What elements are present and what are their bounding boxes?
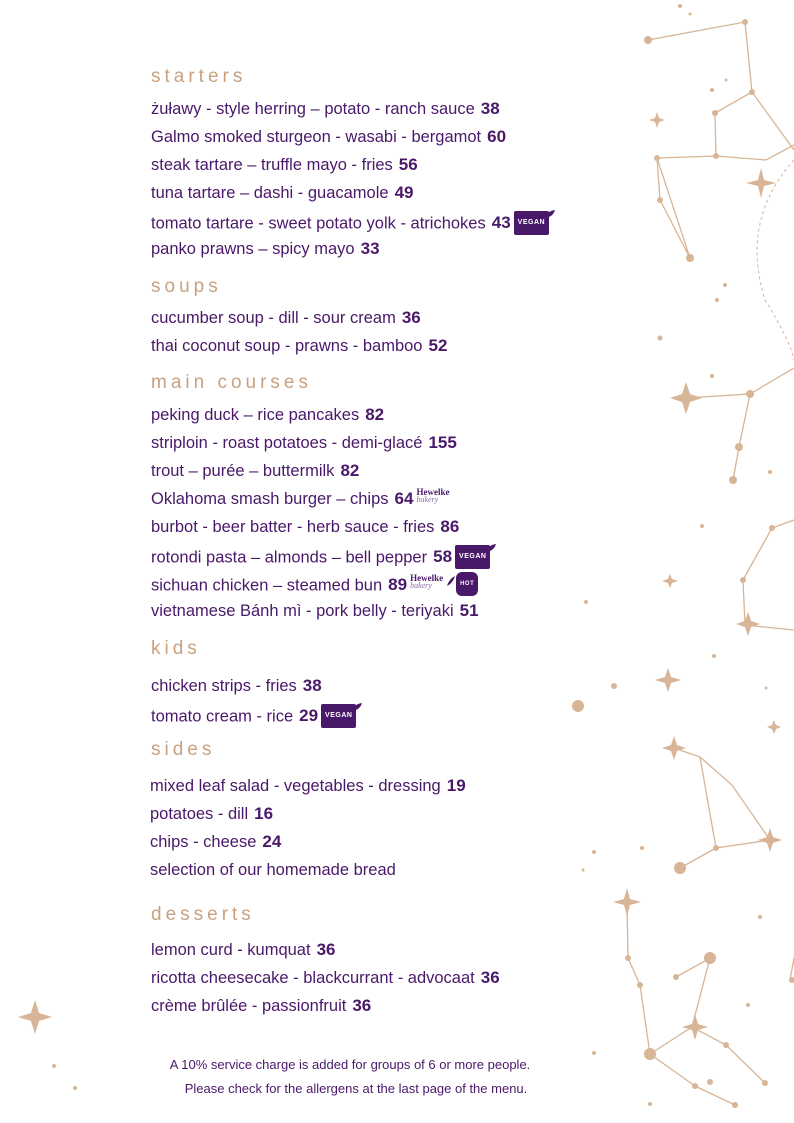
item-name: chicken strips - fries: [151, 677, 297, 695]
menu-item: [150, 776, 466, 796]
section-title-main-courses: main courses: [151, 372, 312, 393]
section-title-desserts: desserts: [151, 904, 255, 925]
menu-item: [150, 860, 396, 880]
item-price: 82: [365, 405, 385, 424]
item-price: 60: [487, 127, 507, 146]
item-name: Oklahoma smash burger – chips: [151, 490, 389, 508]
item-price: 58: [433, 547, 453, 567]
item-price: 64: [394, 489, 414, 508]
chili-icon: [446, 575, 456, 587]
menu-item: [151, 486, 450, 509]
menu-item: [151, 308, 421, 328]
item-price: 36: [352, 996, 372, 1015]
menu-item: [151, 239, 380, 259]
leaf-icon: [545, 210, 555, 218]
item-price: 38: [480, 99, 500, 118]
menu-item: [151, 545, 500, 571]
item-name: striploin - roast potatoes - demi-glacé: [151, 434, 423, 452]
item-price: 56: [398, 155, 418, 174]
menu-item: [150, 804, 273, 824]
section-title-starters: starters: [151, 66, 247, 87]
menu-item: [151, 99, 500, 119]
item-price: 86: [440, 517, 460, 536]
item-price: 49: [394, 183, 414, 202]
item-price: 16: [254, 804, 274, 823]
item-price: 29: [299, 706, 319, 726]
section-title-soups: soups: [151, 276, 222, 297]
menu-item: [151, 968, 500, 988]
item-price: 38: [302, 676, 322, 695]
menu-item: [151, 183, 413, 203]
menu-item: [151, 155, 418, 175]
item-price: 33: [360, 239, 380, 258]
item-name: potatoes - dill: [150, 805, 249, 823]
item-price: 51: [459, 601, 479, 620]
hot-badge: HOT: [446, 570, 478, 596]
leaf-icon: [486, 544, 496, 552]
item-price: 24: [262, 832, 282, 851]
section-title-kids: kids: [151, 638, 201, 659]
menu-item: [151, 940, 336, 960]
item-name: Galmo smoked sturgeon - wasabi - bergamot: [151, 128, 482, 146]
hewelke-bakery-logo: Hewelke bakery: [410, 573, 444, 590]
menu-item: [151, 405, 384, 425]
item-name: żuławy - style herring – potato - ranch sauce: [151, 100, 475, 118]
menu-item: [151, 127, 506, 147]
vegan-badge: VEGAN: [514, 211, 559, 237]
item-name: mixed leaf salad - vegetables - dressing: [150, 777, 441, 795]
item-price: 43: [491, 213, 511, 233]
hewelke-bakery-logo: Hewelke bakery: [416, 486, 450, 504]
item-name: crème brûlée - passionfruit: [151, 997, 347, 1015]
item-price: 89: [388, 575, 408, 595]
menu-item: [151, 517, 459, 537]
vegan-badge: VEGAN: [321, 704, 366, 730]
item-name: sichuan chicken – steamed bun: [151, 576, 383, 595]
item-name: burbot - beer batter - herb sauce - fries: [151, 518, 435, 536]
item-name: rotondi pasta – almonds – bell pepper: [151, 548, 428, 567]
item-name: cucumber soup - dill - sour cream: [151, 309, 396, 327]
item-price: 36: [480, 968, 500, 987]
item-name: lemon curd - kumquat: [151, 941, 311, 959]
item-name: vietnamese Bánh mì - pork belly - teriyaki: [151, 602, 454, 620]
menu-item: [151, 433, 457, 453]
item-price: 19: [446, 776, 466, 795]
item-name: trout – purée – buttermilk: [151, 462, 335, 480]
item-price: 82: [340, 461, 360, 480]
item-name: tuna tartare – dashi - guacamole: [151, 184, 389, 202]
menu-item: [151, 573, 478, 599]
leaf-icon: [352, 703, 362, 711]
item-price: 155: [428, 433, 457, 452]
item-price: 52: [428, 336, 448, 355]
item-name: peking duck – rice pancakes: [151, 406, 360, 424]
menu-item: [151, 461, 359, 481]
service-charge-note: A 10% service charge is added for groups of 6 or more people.: [169, 1057, 531, 1072]
menu-item: [151, 336, 447, 356]
menu-item: [150, 832, 281, 852]
menu-item: [151, 211, 559, 237]
allergens-note: Please check for the allergens at the last page of the menu.: [184, 1081, 528, 1096]
item-name: panko prawns – spicy mayo: [151, 240, 355, 258]
menu-item: [151, 996, 371, 1016]
menu-item: [151, 676, 322, 696]
menu-item: [151, 601, 479, 621]
section-title-sides: sides: [151, 739, 216, 760]
item-name: selection of our homemade bread: [150, 861, 396, 879]
item-name: ricotta cheesecake - blackcurrant - advocaat: [151, 969, 475, 987]
item-name: tomato tartare - sweet potato yolk - atrichokes: [151, 214, 486, 233]
item-name: steak tartare – truffle mayo - fries: [151, 156, 393, 174]
item-name: thai coconut soup - prawns - bamboo: [151, 337, 423, 355]
item-price: 36: [401, 308, 421, 327]
menu-item: [151, 704, 366, 730]
item-name: chips - cheese: [150, 833, 257, 851]
item-price: 36: [316, 940, 336, 959]
vegan-badge: VEGAN: [455, 545, 500, 571]
item-name: tomato cream - rice: [151, 707, 294, 726]
